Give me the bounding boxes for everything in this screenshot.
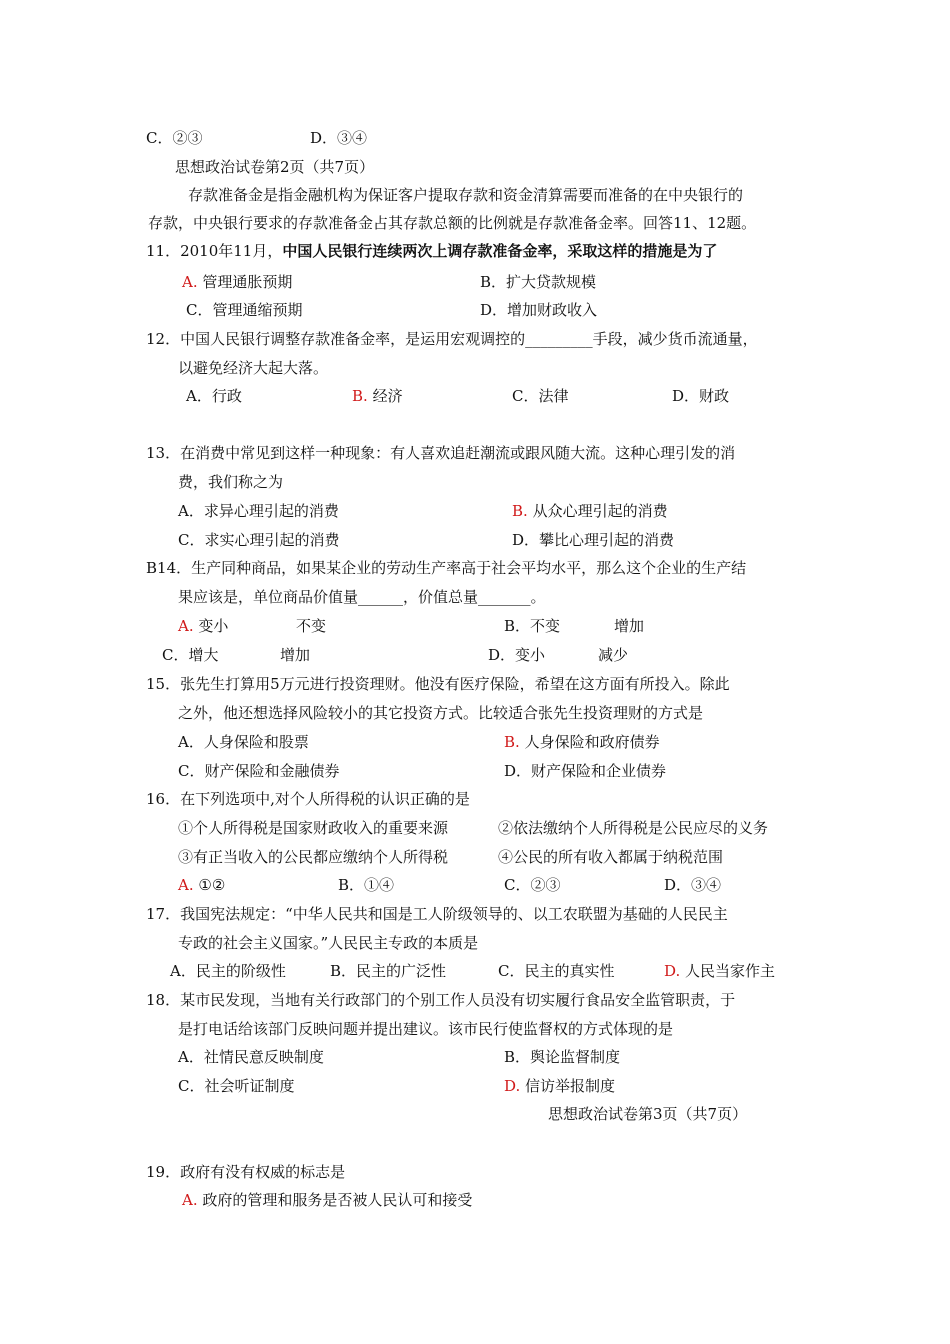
answer-letter: A. (178, 876, 194, 894)
question-17-option-d (664, 961, 775, 981)
question-14-option-b: B．不变 (504, 617, 561, 635)
question-16-statement-1: ①个人所得税是国家财政收入的重要来源 (178, 819, 449, 837)
question-14-option-a (178, 616, 228, 636)
question-14-option-b-second: 增加 (614, 617, 645, 635)
question-16-option-d: D．③④ (664, 876, 722, 894)
question-12-option-d: D．财政 (672, 387, 730, 405)
question-11-option-b: B．扩大贷款规模 (480, 273, 597, 291)
intro-paragraph-line-1: 存款准备金是指金融机构为保证客户提取存款和资金清算需要而准备的在中央银行的 (188, 186, 744, 204)
question-14-option-d: D．变小 (488, 646, 546, 664)
question-16-option-a (178, 875, 225, 895)
option-text: 信访举报制度 (525, 1077, 616, 1095)
answer-letter: D. (504, 1077, 521, 1095)
question-18-stem-line-2: 是打电话给该部门反映问题并提出建议。该市民行使监督权的方式体现的是 (178, 1020, 674, 1038)
question-19-option-a (182, 1190, 472, 1210)
question-12-option-c: C．法律 (512, 387, 569, 405)
question-11-stem (146, 241, 717, 261)
question-16-option-c: C．②③ (504, 876, 561, 894)
question-11-stem-text: 中国人民银行连续两次上调存款准备金率，采取这样的措施是为了 (282, 242, 718, 260)
option-text: 从众心理引起的消费 (532, 502, 668, 520)
question-12-option-a: A．行政 (186, 387, 242, 405)
question-16-stem: 16．在下列选项中,对个人所得税的认识正确的是 (146, 790, 470, 808)
question-13-option-c: C．求实心理引起的消费 (178, 531, 340, 549)
answer-letter: B. (512, 502, 528, 520)
prev-option-c: C．②③ (146, 129, 203, 147)
question-15-option-d: D．财产保险和企业债券 (504, 762, 667, 780)
question-18-option-d (504, 1076, 615, 1096)
question-13-option-a: A．求异心理引起的消费 (178, 502, 339, 520)
question-17-option-a: A．民主的阶级性 (170, 962, 286, 980)
option-text: 人民当家作主 (685, 962, 776, 980)
question-13-option-b (512, 501, 668, 521)
question-16-statement-3: ③有正当收入的公民都应缴纳个人所得税 (178, 848, 449, 866)
question-16-statement-2: ②依法缴纳个人所得税是公民应尽的义务 (498, 819, 769, 837)
intro-paragraph-line-2: 存款，中央银行要求的存款准备金占其存款总额的比例就是存款准备金率。回答11、12题。 (148, 214, 757, 232)
prev-option-d: D．③④ (310, 129, 368, 147)
question-18-option-c: C．社会听证制度 (178, 1077, 295, 1095)
question-14-stem-line-1: B14．生产同种商品，如果某企业的劳动生产率高于社会平均水平，那么这个企业的生产结 (146, 559, 747, 577)
page-footer-3: 思想政治试卷第3页（共7页） (548, 1105, 748, 1123)
answer-letter: A. (178, 617, 194, 635)
option-text: 人身保险和政府债券 (524, 733, 660, 751)
question-11-option-d: D．增加财政收入 (480, 301, 598, 319)
answer-letter: A. (182, 273, 198, 291)
question-12-stem-line-2: 以避免经济大起大落。 (178, 359, 329, 377)
question-17-option-c: C．民主的真实性 (498, 962, 615, 980)
question-11-option-a (182, 272, 292, 292)
option-text: 变小 (198, 617, 229, 635)
question-13-stem-line-2: 费，我们称之为 (178, 473, 284, 491)
question-14-stem-line-2: 果应该是，单位商品价值量______，价值总量_______。 (178, 588, 546, 606)
question-18-option-b: B．舆论监督制度 (504, 1048, 621, 1066)
question-13-stem-line-1: 13．在消费中常见到这样一种现象：有人喜欢追赶潮流或跟风随大流。这种心理引发的消 (146, 444, 736, 462)
question-16-statement-4: ④公民的所有收入都属于纳税范围 (498, 848, 724, 866)
question-17-option-b: B．民主的广泛性 (330, 962, 447, 980)
question-14-option-a-second: 不变 (296, 617, 327, 635)
question-11-number: 11．2010年11月， (146, 242, 283, 260)
question-14-option-c-second: 增加 (280, 646, 311, 664)
question-14-option-d-second: 减少 (598, 646, 629, 664)
question-11-option-c: C．管理通缩预期 (186, 301, 303, 319)
question-18-option-a: A．社情民意反映制度 (178, 1048, 324, 1066)
answer-letter: B. (504, 733, 520, 751)
option-text: 经济 (372, 387, 403, 405)
question-12-stem-line-1: 12．中国人民银行调整存款准备金率，是运用宏观调控的_________手段，减少货币流通量， (146, 330, 758, 348)
option-text: 政府的管理和服务是否被人民认可和接受 (202, 1191, 473, 1209)
question-13-option-d: D．攀比心理引起的消费 (512, 531, 675, 549)
question-18-stem-line-1: 18．某市民发现，当地有关行政部门的个别工作人员没有切实履行食品安全监管职责，于 (146, 991, 736, 1009)
question-12-option-b (352, 386, 403, 406)
answer-letter: D. (664, 962, 681, 980)
page-footer-2: 思想政治试卷第2页（共7页） (175, 158, 375, 176)
question-17-stem-line-2: 专政的社会主义国家。”人民民主专政的本质是 (178, 934, 479, 952)
option-text: ①② (198, 876, 226, 894)
answer-letter: B. (352, 387, 368, 405)
option-text: 管理通胀预期 (202, 273, 293, 291)
question-19-stem: 19．政府有没有权威的标志是 (146, 1163, 346, 1181)
question-15-option-c: C．财产保险和金融债券 (178, 762, 340, 780)
question-15-option-b (504, 732, 660, 752)
question-17-stem-line-1: 17．我国宪法规定：“中华人民共和国是工人阶级领导的、以工农联盟为基础的人民民主 (146, 905, 728, 923)
question-15-option-a: A．人身保险和股票 (178, 733, 309, 751)
answer-letter: A. (182, 1191, 198, 1209)
question-16-option-b: B．①④ (338, 876, 395, 894)
question-15-stem-line-2: 之外，他还想选择风险较小的其它投资方式。比较适合张先生投资理财的方式是 (178, 704, 704, 722)
question-14-option-c: C．增大 (162, 646, 219, 664)
question-15-stem-line-1: 15．张先生打算用5万元进行投资理财。他没有医疗保险，希望在这方面有所投入。除此 (146, 675, 730, 693)
